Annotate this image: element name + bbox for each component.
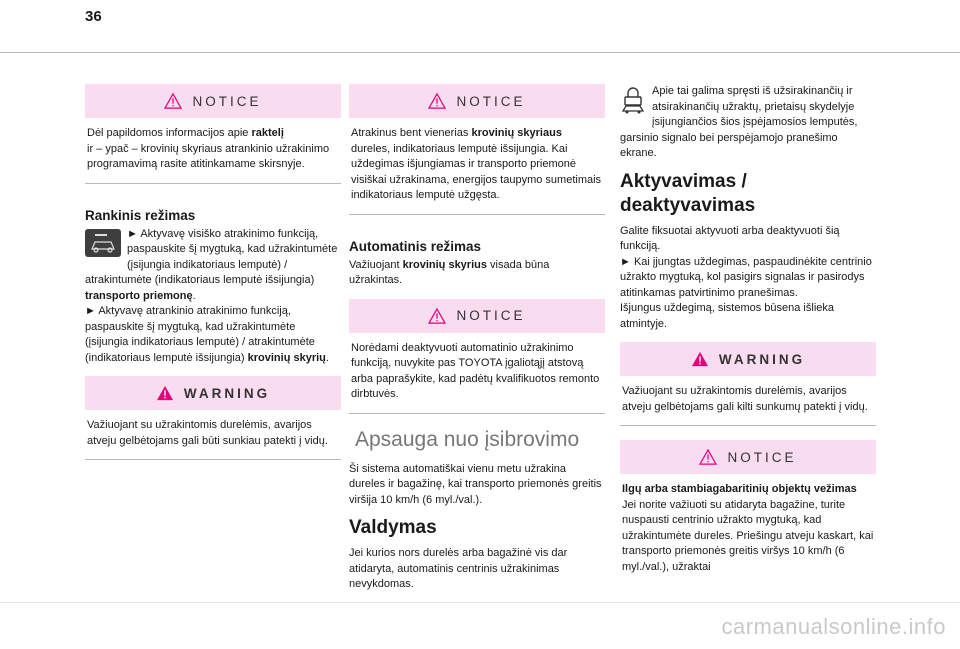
notice-box [349,299,605,414]
section-heading-activation: Aktyvavimas / deaktyvavimas [620,170,756,216]
notice-box [349,84,605,215]
notice-text: Ilgų arba stambiagabaritinių objektų vežimas Jei norite važiuoti su atidaryta bagažine, turite nuspausti centrinio užrakto mygtuką, kad užrakintumėte dureles. Priešingu atveju kaskart, kai transporto priemonės greitis viršys 10 km/h (6 myl./val.), užraktai [622,483,874,573]
warning-header [85,376,341,410]
column-3 [620,84,876,599]
warning-filled-icon [691,351,709,367]
warning-text: Važiuojant su užrakintomis durelėmis, avarijos atveju gelbėtojams gali būti sunkiau patekti į vidų. [87,419,328,447]
section-heading-manual: Rankinis režimas [85,207,196,223]
auto-mode-text: Važiuojant krovinių skyrius visada būna užrakintas. [349,258,550,286]
column-1 [85,84,341,474]
notice-header [620,440,876,474]
top-rule [0,52,960,53]
notice-text: Norėdami deaktyvuoti automatinio užrakinimo funkciją, nuvykite pas TOYOTA įgaliotąjį atstovą arba paprašykite, kad padėtų kvalifikuotos remonto dirbtuvės. [351,341,600,400]
section-heading-intrusion: Apsauga nuo įsibrovimo [355,427,580,451]
notice-title: NOTICE [727,449,797,465]
manual-mode-text: ► Aktyvavę visiško atrakinimo funkciją, paspauskite šį mygtuką, kad užrakintumėte (įsijungia indikatoriaus lemputė) / atrakintumėte (indikatoriaus lemputė išsijungia) transporto priemonę. ► Aktyvavę atrankinio atrakinimo funkciją, paspauskite šį mygtuką, kad užrakintumėte (įsijungia indikatoriaus lemputė) / atrakintumėte (indikatoriaus lemputė išsijungia) krovinių skyrių. [85,227,338,364]
warning-header [620,342,876,376]
activation-step: ► Kai įjungtas uždegimas, paspaudinėkite centrinio užrakto mygtuką, kol pasigirs signalas ir pasirodys atitinkamas patvirtinimo pranešimas. [620,255,872,299]
notice-header [349,299,605,333]
column-2 [349,84,605,593]
warning-outline-icon [428,308,446,324]
warning-outline-icon [699,449,717,465]
warning-text: Važiuojant su užrakintomis durelėmis, avarijos atveju gelbėtojams gali kilti sunkumų patekti į vidų. [622,385,868,413]
notice-title: NOTICE [456,308,526,323]
car-lock-warning-icon [620,86,646,114]
notice-header [85,84,341,118]
warning-outline-icon [428,93,446,109]
lock-button-icon [85,229,121,257]
watermark: carmanualsonline.info [721,614,946,639]
warning-filled-icon [156,385,174,401]
warning-box [85,376,341,460]
notice-subtitle: Ilgų arba stambiagabaritinių objektų vežimas [622,483,857,495]
notice-title: NOTICE [192,93,262,109]
warning-box [620,342,876,426]
control-text: Jei kurios nors durelės arba bagažinė vis dar atidaryta, automatinis centrinis užrakinimas nevykdomas. [349,547,568,590]
notice-text: Atrakinus bent vienerias krovinių skyriaus dureles, indikatoriaus lemputė išsijungia. Kai uždegimas išjungiamas ir transporto priemonė visiškai užrakinama, energijos taupymo sumetimais indikatoriaus lemputė užgęsta. [351,127,602,201]
section-heading-auto: Automatinis režimas [349,238,482,254]
intrusion-text: Ši sistema automatiškai vienu metu užrakina dureles ir bagažinę, kai transporto priemonės greitis viršija 10 km/h (6 myl./val.). [349,462,602,506]
section-heading-control: Valdymas [349,517,437,538]
notice-box [85,84,341,184]
activation-memory: Išjungus uždegimą, sistemos būsena išlieka atmintyje. [620,302,835,330]
notice-title: NOTICE [456,93,526,109]
warning-title: WARNING [183,385,271,401]
notice-text: Dėl papildomos informacijos apie raktelį ir – ypač – krovinių skyriaus atrankinio užrakinimo programavimą rasite atitinkamame skirsnyje. [87,127,330,170]
warning-outline-icon [164,93,182,109]
intro-text: Apie tai galima spręsti iš užsirakinančių ir atsirakinančių užraktų, prietaisų skydelyje įsijungiančios šios įspėjamosios lemputės, garsinio signalo bei perspėjamojo pranešimo ekrane. [620,85,858,159]
notice-box [620,440,876,585]
footer-rule [0,602,960,603]
activation-text: Galite fiksuotai aktyvuoti arba deaktyvuoti šią funkciją. [620,224,840,252]
warning-title: WARNING [718,351,806,367]
notice-header [349,84,605,118]
page-number: 36 [85,8,102,25]
